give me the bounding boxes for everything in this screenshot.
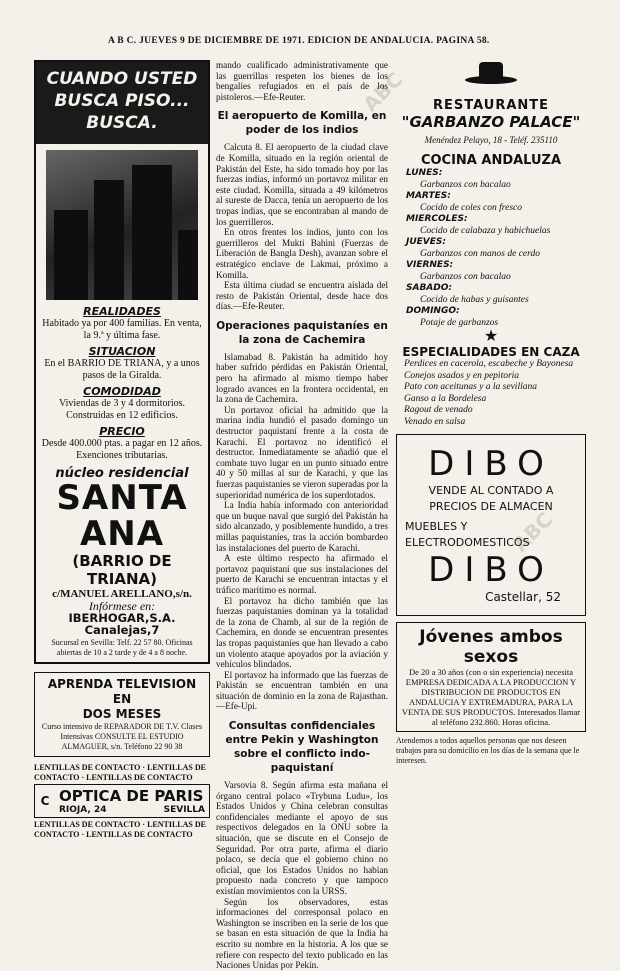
busca-line-1: CUANDO USTED xyxy=(46,69,198,89)
left-ad-column xyxy=(34,60,210,839)
menu-day: DOMINGO: xyxy=(406,306,460,316)
dibo-title-2: DIBO xyxy=(428,550,554,590)
para-10: Varsovia 8. Según afirma esta mañana el órgano central polaco «Trybuna Ludu», los Estados Unidos y China celebran consultas confidenciales mediante el apoyo de sus respectivos delegados en la ONU sobre la situación, que se discute en el Consejo de Seguridad. Por otra parte, afirma el diario polaco, se decía que el gobierno chino no oficial, que los Estados Unidos no habían propuesto nada concreto y que tampoco existían movimientos con la URSS. xyxy=(216,780,388,896)
caza-item: Conejos asados y en pepitoria xyxy=(404,370,520,381)
para-9: El portavoz ha informado que las fuerzas de Pakistán se encuentran también en una situación de dominio en la zona de Rajasthan.—Efe-Upi. xyxy=(216,669,388,712)
muebles-label: MUEBLES Y xyxy=(405,520,468,533)
menu-day: SABADO: xyxy=(406,283,452,293)
optica-title: OPTICA DE PARIS xyxy=(59,787,204,805)
intro-text: mando cualificado administrativamente que las guerrillas respeten los bienes de los bengalíes refugiados en el país de los pistoleros.—Efe-Reuter. xyxy=(216,60,388,102)
dibo-title: DIBO xyxy=(428,444,554,484)
page-header: A B C. JUEVES 9 DE DICIEMBRE DE 1971. EDICION DE ANDALUCIA. PAGINA 58. xyxy=(108,36,490,46)
tele-text: Curso intensivo de REPARADOR DE T.V. Clases Intensivas CONSULTE EL ESTUDIO ALMAGUER, s/n. Teléfono 22 90 38 xyxy=(41,722,203,751)
caza-item: Venado en salsa xyxy=(404,416,466,427)
lentillas-line-2: LENTILLAS DE CONTACTO · LENTILLAS DE CONTACTO · LENTILLAS DE CONTACTO xyxy=(34,820,206,839)
cordobes-hat-icon xyxy=(465,60,517,92)
star-icon: ★ xyxy=(483,328,499,345)
tele-title-1: APRENDA TELEVISION EN xyxy=(47,677,197,706)
menu-dish: Garbanzos con bacalao xyxy=(420,179,511,190)
restaurant-ad xyxy=(396,60,586,428)
optica-letter: C xyxy=(40,794,50,808)
para-8: El portavoz ha dicho también que las fuerzas paquistaníes dominan ya la totalidad de la zona de Chamb, al sur de la región de Cachemira, en donde se encuentran presentes las tropas paquistaníes que han llevado a cabo un violento ataque apoyados por la aviación y vehículos blindados. xyxy=(216,595,388,670)
jovenes-body: De 20 a 30 años (con o sin experiencia) necesita EMPRESA DEDICADA A LA PRODUCCION Y DISTRIBUCION DE PRODUCTOS EN ANDALUCIA Y EXTREMADURA, PARA LA VENTA DE SUS PRODUCTOS. Interesados llamar al teléfono 232.860. Horas oficina. xyxy=(401,667,581,727)
para-7: A este último respecto ha afirmado el portavoz paquistaní que sus instalaciones del puerto de Karachi se encuentran intactas y el tráfico marítimo es normal. xyxy=(216,553,388,595)
caza-item: Pato con aceitunas y a la sevillana xyxy=(404,382,537,392)
calle-label: c/MANUEL ARELLANO,s/n. xyxy=(52,588,192,600)
busca-banner xyxy=(36,62,208,144)
garbanzo-palace-title: "GARBANZO PALACE" xyxy=(401,113,581,131)
restaurant-address: Menéndez Pelayo, 18 - Teléf. 235110 xyxy=(424,135,558,145)
info-small: Sucursal en Sevilla: Telf. 22 57 80. Oficinas abiertas de 10 a 2 tarde y de 4 a 8 noche. xyxy=(51,638,193,657)
dibo-ad xyxy=(396,434,586,616)
castellar-label: Castellar, 52 xyxy=(485,590,561,604)
precio-title: PRECIO xyxy=(99,425,145,438)
caza-item: Ragout de venado xyxy=(404,405,473,415)
iberhogar-label: IBERHOGAR,S.A. Canalejas,7 xyxy=(68,611,176,637)
cocina-label: COCINA ANDALUZA xyxy=(420,153,562,168)
para-1: Calcuta 8. El aeropuerto de la ciudad clave de Komilla, situado en la región oriental de Pakistán del Este, ha sido tomado hoy por las fuerzas indias, informó un portavoz militar en este ciudad. Komilla, situada a 49 kilómetros al sureste de Dacca, tenía un aeropuerto de los tropas indias, que se encontraban al mando de los guerrilleros. xyxy=(216,142,388,227)
precio-text: Desde 400.000 ptas. a pagar en 12 años. Exenciones tributarias. xyxy=(41,438,203,461)
para-6: La India había informado con anterioridad que un buque naval que surgió del Pakistán ha sido alcanzado, y posiblemente hundido, a tres millas paquistaníes, tras la acción bombardeo las instalaciones del puerto de Karachi. xyxy=(216,500,388,553)
optica-ad xyxy=(34,784,210,818)
realidades-text: Habitado ya por 400 familias. En venta, la 9.ª y última fase. xyxy=(42,318,202,341)
situacion-text: En el BARRIO DE TRIANA, y a unos pasos de la Giralda. xyxy=(44,358,200,381)
santa-ana-title: SANTA ANA xyxy=(56,478,188,554)
menu-dish: Garbanzos con manos de cerdo xyxy=(420,248,540,259)
caza-title: ESPECIALIDADES EN CAZA xyxy=(402,345,580,359)
television-ad xyxy=(34,672,210,757)
busca-line-3: BUSCA. xyxy=(86,113,158,133)
para-4: Islamabad 8. Pakistán ha admitido hoy haber sufrido pérdidas en Pakistán Oriental, pero ha afirmado al mismo tiempo haber logrado avances en la frontera occidental, en la zona de Cachemira. xyxy=(216,351,388,405)
headline-pekin: Consultas confidenciales entre Pekin y Washington sobre el conflicto indo-paquistaní xyxy=(225,720,379,775)
dibo-sub-1: VENDE AL CONTADO A xyxy=(428,484,554,497)
headline-komilla: El aeropuerto de Komilla, en poder de los indios xyxy=(217,110,387,137)
jovenes-ad xyxy=(396,622,586,732)
watermark: ABC xyxy=(358,67,408,117)
situacion-title: SITUACION xyxy=(88,345,156,358)
watermark: ABC xyxy=(508,507,558,557)
busca-line-2: BUSCA PISO... xyxy=(54,91,190,111)
tele-title-2: DOS MESES xyxy=(82,707,162,721)
para-2: En otros frentes los indios, junto con los guerrilleros del Mukti Bahini (Fuerzas de Liberación de Bangla Desh), avanzan sobre el estratégico enclave de Lakmai, próximo a Komilla. xyxy=(216,227,388,280)
menu-dish: Garbanzos con bacalao xyxy=(420,271,511,282)
building-photo xyxy=(46,150,198,300)
barrio-label: (BARRIO DE TRIANA) xyxy=(72,552,172,588)
lentillas-line-1: LENTILLAS DE CONTACTO · LENTILLAS DE CONTACTO · LENTILLAS DE CONTACTO xyxy=(34,763,206,782)
sevilla-label: SEVILLA xyxy=(163,805,205,815)
menu-day: MIERCOLES: xyxy=(406,214,468,224)
rioja-label: RIOJA, 24 xyxy=(59,805,107,815)
caza-list xyxy=(396,359,586,428)
electro-label: ELECTRODOMESTICOS xyxy=(405,536,530,549)
para-3: Esta última ciudad se encuentra aislada del resto de Pakistán Oriental, desde hace dos días.—Efe-Reuter. xyxy=(216,280,388,312)
restaurante-label: RESTAURANTE xyxy=(432,98,550,113)
santa-ana-ad xyxy=(34,60,210,664)
informese-label: Infórmese en: xyxy=(88,599,156,613)
nucleo-label: núcleo residencial xyxy=(55,466,189,481)
footer-text: Atendemos a todos aquellos personas que nos deseen trabajos para su domicilio en los días de la semana que le interesen. xyxy=(396,736,580,765)
comodidad-title: COMODIDAD xyxy=(83,385,161,398)
menu-day: LUNES: xyxy=(406,168,443,178)
realidades-title: REALIDADES xyxy=(83,305,161,318)
menu-day: VIERNES: xyxy=(406,260,454,270)
menu-day: MARTES: xyxy=(406,191,451,201)
caza-item: Perdices en cacerola, escabeche y Bayonesa xyxy=(404,359,574,369)
comodidad-text: Viviendas de 3 y 4 dormitorios. Construidas en 12 edificios. xyxy=(58,398,186,421)
right-ad-column xyxy=(396,60,586,766)
menu-dish: Cocido de calabaza y habichuelas xyxy=(420,225,551,236)
news-column xyxy=(216,60,388,971)
dibo-sub-2: PRECIOS DE ALMACEN xyxy=(429,500,553,513)
menu-dish: Potaje de garbanzos xyxy=(420,317,499,328)
headline-cachemira: Operaciones paquistaníes en la zona de Cachemira xyxy=(216,319,388,346)
menu-dish: Cocido de coles con fresco xyxy=(420,202,523,213)
para-5: Un portavoz oficial ha admitido que la marina india hundió el pasado domingo un destructor paquistaní frente a la costa de Karachi. El portavoz no identificó el destructor. Inmediatamente se añadió que el combate tuvo lugar en un punto situado entre 40 y 50 millas al sur de Karachi, y que las fuerzas paquistaníes se vieron superadas por la superioridad numérica de los superdotados. xyxy=(216,404,388,500)
caza-item: Ganso a la Bordelesa xyxy=(404,393,487,404)
menu-dish: Cocido de habas y guisantes xyxy=(420,294,529,305)
para-11: Según los observadores, estas informaciones del corresponsal polaco en Washington se inscriben en la serie de los que se basan en esta situación de que la India ha escrito su nombre en la historia. A los que se refiere con respecto del texto publicado en las Naciones Unidas por Pekín. xyxy=(216,896,388,971)
weekly-menu xyxy=(396,168,586,329)
jovenes-title: Jóvenes ambos sexos xyxy=(419,627,563,667)
menu-day: JUEVES: xyxy=(406,237,446,247)
